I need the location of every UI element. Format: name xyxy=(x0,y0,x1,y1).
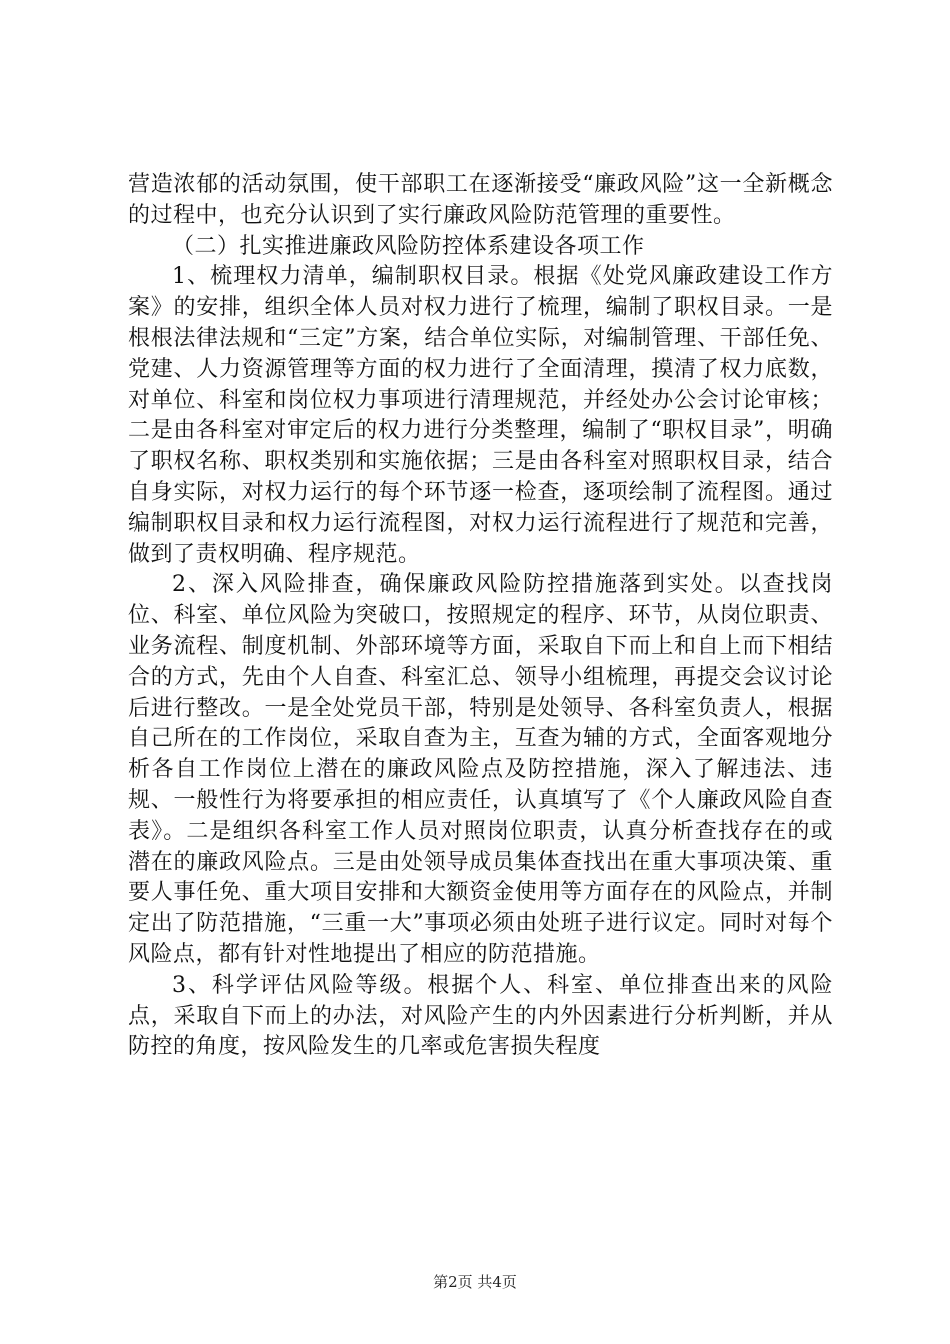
paragraph-item-3: 3、科学评估风险等级。根据个人、科室、单位排查出来的风险点，采取自下而上的办法，对风险产生的内外因素进行分析判断，并从防控的角度，按风险发生的几率或危害损失程度 xyxy=(128,972,833,1060)
page-number-footer: 第2页 共4页 xyxy=(433,1273,517,1291)
paragraph-continuation: 营造浓郁的活动氛围，使干部职工在逐渐接受“廉政风险”这一全新概念的过程中，也充分认识到了实行廉政风险防范管理的重要性。 xyxy=(128,172,833,228)
paragraph-item-2: 2、深入风险排查，确保廉政风险防控措施落到实处。以查找岗位、科室、单位风险为突破口，按照规定的程序、环节，从岗位职责、业务流程、制度机制、外部环境等方面，采取自下而上和自上而下相结合的方式，先由个人自查、科室汇总、领导小组梳理，再提交会议讨论后进行整改。一是全处党员干部，特别是处领导、各科室负责人，根据自己所在的工作岗位，采取自查为主，互查为辅的方式，全面客观地分析各自工作岗位上潜在的廉政风险点及防控措施，深入了解违法、违规、一般性行为将要承担的相应责任，认真填写了《个人廉政风险自查表》。二是组织各科室工作人员对照岗位职责，认真分析查找存在的或潜在的廉政风险点。三是由处领导成员集体查找出在重大事项决策、重要人事任免、重大项目安排和大额资金使用等方面存在的风险点，并制定出了防范措施，“三重一大”事项必须由处班子进行议定。同时对每个风险点，都有针对性地提出了相应的防范措施。 xyxy=(128,572,833,967)
paragraph-item-1: 1、梳理权力清单，编制职权目录。根据《处党风廉政建设工作方案》的安排，组织全体人员对权力进行了梳理，编制了职权目录。一是根根法律法规和“三定”方案，结合单位实际，对编制管理、干部任免、党建、人力资源管理等方面的权力进行了全面清理，摸清了权力底数，对单位、科室和岗位权力事项进行清理规范，并经处办公会讨论审核；二是由各科室对审定后的权力进行分类整理，编制了“职权目录”，明确了职权名称、职权类别和实施依据；三是由各科室对照职权目录，结合自身实际，对权力运行的每个环节逐一检查，逐项绘制了流程图。通过编制职权目录和权力运行流程图，对权力运行流程进行了规范和完善，做到了责权明确、程序规范。 xyxy=(128,264,833,567)
document-body xyxy=(128,170,833,1063)
section-heading: （二）扎实推进廉政风险防控体系建设各项工作 xyxy=(172,233,645,259)
